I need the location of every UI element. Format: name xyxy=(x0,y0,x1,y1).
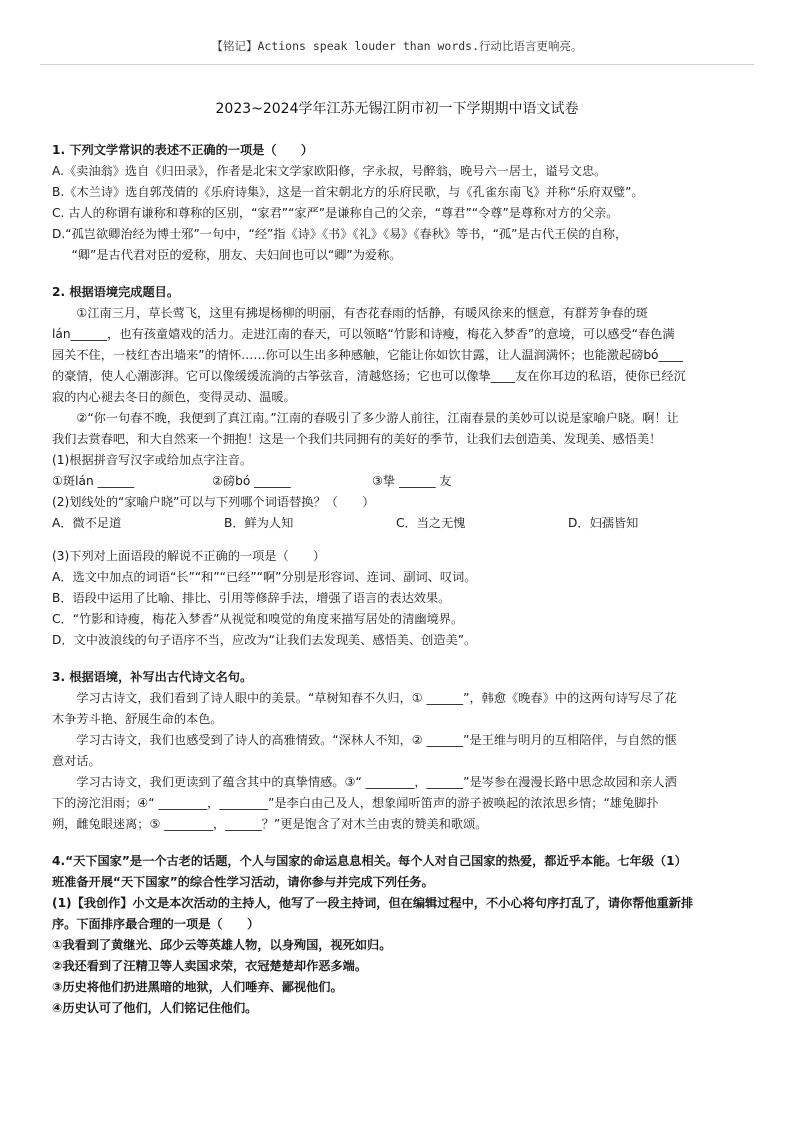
q4-sentence-2: ②我还看到了汪精卫等人卖国求荣，衣冠楚楚却作恶多端。 xyxy=(52,959,368,973)
q1-option-d: D.“孤岂欲卿治经为博士邪”一句中，“经”指《诗》《书》《礼》《易》《春秋》等书，“孤”是古代王侯的自称， xyxy=(52,227,628,241)
q2-blank-2[interactable]: ②磅bó ______ xyxy=(212,474,291,488)
q3-paragraph-1-line: 木争芳斗艳、舒展生命的本色。 xyxy=(52,712,223,726)
question-4-stem: 4.“天下国家”是一个古老的话题，个人与国家的命运息息相关。每个人对自己国家的热爱，都近乎本能。七年级（1） xyxy=(52,854,687,868)
q2-sub1-stem: (1)根据拼音写汉字或给加点字注音。 xyxy=(52,453,253,467)
q1-option-b: B.《木兰诗》选自郭茂倩的《乐府诗集》，这是一首宋朝北方的乐府民歌，与《孔雀东南飞》并称“乐府双璧”。 xyxy=(52,185,644,199)
q3-paragraph-3-line: 学习古诗文，我们更读到了蕴含其中的真挚情感。③“ ________，______”是岑参在漫漫长路中思念故园和亲人洒 xyxy=(76,775,677,789)
q2-passage-1-line: ①江南三月，草长莺飞，这里有拂堤杨柳的明丽，有杏花春雨的恬静，有暖风徐来的惬意，有群芳争春的斑 xyxy=(76,306,648,320)
q3-paragraph-3-line: 下的滂沱泪雨；④“ ________，________”是李白由己及人，想象闻听笛声的游子被唤起的浓浓思乡情；“雄兔脚扑 xyxy=(52,796,659,810)
q1-option-c: C. 古人的称谓有谦称和尊称的区别，“家君”“家严”是谦称自己的父亲，“尊君”“令尊”是尊称对方的父亲。 xyxy=(52,206,619,220)
q2-passage-1-line: 园关不住，一枝红杏出墙来”的情怀……你可以生出多种感触，它能让你如饮甘露，让人温润满怀；也能激起磅bó____ xyxy=(52,348,683,362)
page-header-motto: 【铭记】Actions speak louder than words.行动比语言更响亮。 xyxy=(211,39,583,53)
q4-sentence-3: ③历史将他们扔进黑暗的地狱，人们唾弃、鄙视他们。 xyxy=(52,980,343,994)
q2-sub3-option-a[interactable]: A．选文中加点的词语“长”“和”“已经”“啊”分别是形容词、连词、副词、叹词。 xyxy=(52,570,477,584)
q2-sub2-options xyxy=(52,513,742,534)
q4-sub1-stem: (1)【我创作】小文是本次活动的主持人，他写了一段主持词，但在编辑过程中，不小心将句序打乱了，请你帮他重新排 xyxy=(52,896,694,910)
q2-sub2-option-a[interactable]: A．微不足道 xyxy=(52,516,122,530)
q1-option-a: A.《卖油翁》选自《归田录》，作者是北宋文学家欧阳修，字永叔，号醉翁，晚号六一居士，谥号文忠。 xyxy=(52,164,607,178)
q3-paragraph-2-line: 学习古诗文，我们也感受到了诗人的高雅情致。“深林人不知，② ______”是王维与明月的互相陪伴，与自然的惬 xyxy=(76,733,677,747)
q2-sub3-option-c[interactable]: C．“竹影和诗瘦，梅花入梦香”从视觉和嗅觉的角度来描写居处的清幽境界。 xyxy=(52,612,464,626)
question-1-stem: 1. 下列文学常识的表述不正确的一项是（ ） xyxy=(52,143,314,157)
q3-paragraph-2-line: 意对话。 xyxy=(52,754,101,768)
question-3 xyxy=(52,667,742,835)
q2-sub2-option-d[interactable]: D．妇孺皆知 xyxy=(568,516,639,530)
q2-sub2-stem: (2)划线处的“家喻户晓”可以与下列哪个词语替换？（ ） xyxy=(52,495,375,509)
q2-passage-1-line: 的豪情，使人心潮澎湃。它可以像缓缓流淌的古筝弦音，清越悠扬；它也可以像挚____友在你耳边的私语，使你已经沉 xyxy=(52,369,686,383)
q2-sub2-option-b[interactable]: B．鲜为人知 xyxy=(224,516,294,530)
q3-paragraph-3-line: 朔，雌兔眼迷离；⑤ ________，______？”更是饱含了对木兰由衷的赞美和歌颂。 xyxy=(52,817,488,831)
q4-sentence-4: ④历史认可了他们，人们铭记住他们。 xyxy=(52,1001,258,1015)
header-divider xyxy=(40,64,754,65)
q4-sub1-stem-cont: 序。下面排序最合理的一项是（ ） xyxy=(52,917,260,931)
question-4 xyxy=(52,851,742,1019)
q2-sub3-stem: (3)下列对上面语段的解说不正确的一项是（ ） xyxy=(52,549,326,563)
q2-sub1-blanks xyxy=(52,471,742,492)
q2-blank-1[interactable]: ①斑lán ______ xyxy=(52,474,135,488)
q2-passage-2-line: ②“你一句春不晚，我便到了真江南。”江南的春吸引了多少游人前往，江南春景的美妙可以说是家喻户晓。啊！让 xyxy=(76,411,679,425)
q1-option-d-cont: “卿”是古代君对臣的爱称，朋友、夫妇间也可以“卿”为爱称。 xyxy=(71,248,402,262)
exam-title: 2023~2024学年江苏无锡江阴市初一下学期期中语文试卷 xyxy=(215,101,579,117)
q2-blank-3[interactable]: ③挚 ______ 友 xyxy=(372,474,452,488)
q2-passage-2-line: 我们去赏春吧，和大自然来一个拥抱！这是一个我们共同拥有的美好的季节，让我们去创造美、发现美、感悟美！ xyxy=(52,432,662,446)
q2-passage-1-line: lán______，也有孩童嬉戏的活力。走进江南的春天，可以领略“竹影和诗瘦，梅花入梦香”的意境，可以感受“春色满 xyxy=(52,327,675,341)
question-1 xyxy=(52,140,742,266)
exam-content xyxy=(52,140,742,1019)
q2-sub3-option-b[interactable]: B．语段中运用了比喻、排比、引用等修辞手法，增强了语言的表达效果。 xyxy=(52,591,451,605)
q2-sub2-option-c[interactable]: C．当之无愧 xyxy=(396,516,466,530)
q3-paragraph-1-line: 学习古诗文，我们看到了诗人眼中的美景。“草树知春不久归，① ______”，韩愈《晚春》中的这两句诗写尽了花 xyxy=(76,691,677,705)
q2-sub3-option-d[interactable]: D．文中波浪线的句子语序不当，应改为“让我们去发现美、感悟美、创造美”。 xyxy=(52,633,477,647)
question-4-stem-cont: 班准备开展“天下国家”的综合性学习活动，请你参与并完成下列任务。 xyxy=(52,875,434,889)
question-3-stem: 3. 根据语境，补写出古代诗文名句。 xyxy=(52,670,253,684)
question-2-stem: 2. 根据语境完成题目。 xyxy=(52,285,180,299)
question-2 xyxy=(52,282,742,651)
q4-sentence-1: ①我看到了黄继光、邱少云等英雄人物，以身殉国，视死如归。 xyxy=(52,938,392,952)
q2-passage-1-line: 寂的内心褪去冬日的颜色，变得灵动、温暖。 xyxy=(52,390,296,404)
